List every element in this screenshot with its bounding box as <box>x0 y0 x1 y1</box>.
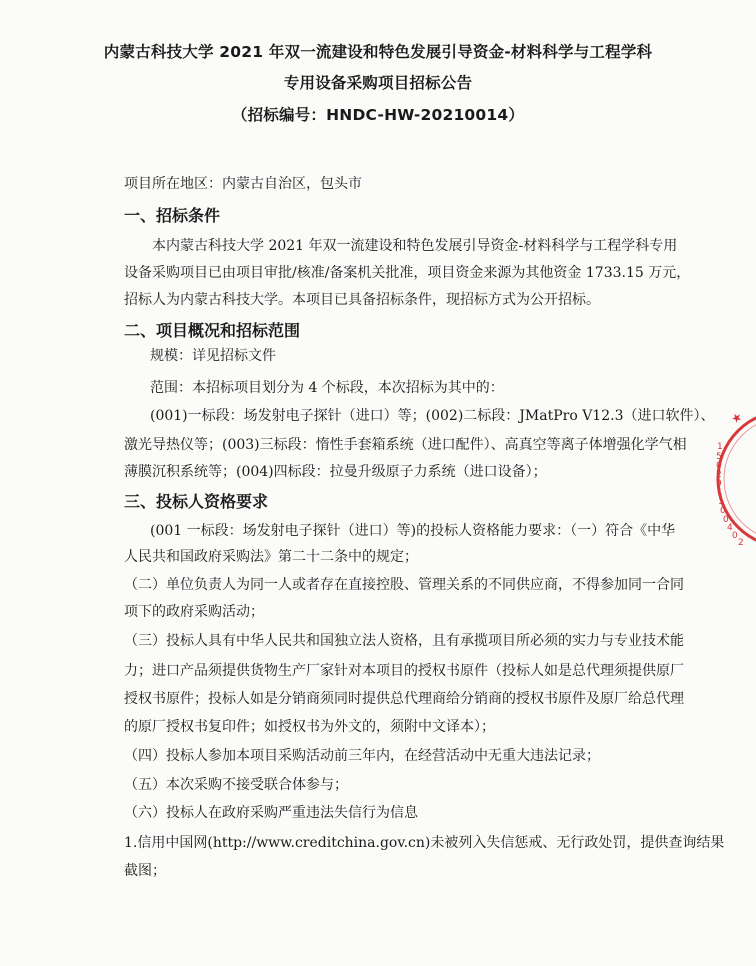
section-2-line: (001)一标段：场发射电子探针（进口）等；(002)二标段：JMatPro V12.3（进口软件）、 <box>150 408 715 424</box>
section-1-line: 招标人为内蒙古科技大学。本项目已具备招标条件，现招标方式为公开招标。 <box>124 292 600 308</box>
section-2-heading: 二、项目概况和招标范围 <box>124 321 301 340</box>
section-3-line: 截图； <box>124 863 166 879</box>
document-title-line-2: 专用设备采购项目招标公告 <box>283 74 473 92</box>
section-2-line: 规模：详见招标文件 <box>150 348 276 364</box>
section-3-line: （四）投标人参加本项目采购活动前三年内，在经营活动中无重大违法记录； <box>124 748 600 764</box>
project-location: 项目所在地区：内蒙古自治区，包头市 <box>124 176 362 192</box>
section-1-line: 本内蒙古科技大学 2021 年双一流建设和特色发展引导资金-材料科学与工程学科专用 <box>152 238 678 254</box>
section-3-line: （二）单位负责人为同一人或者存在直接控股、管理关系的不同供应商，不得参加同一合同 <box>124 577 684 593</box>
tender-number: （招标编号：HNDC-HW-20210014） <box>231 106 525 124</box>
section-3-line: 的原厂授权书复印件；如授权书为外文的，须附中文译本）； <box>124 719 495 735</box>
section-3-line: 授权书原件；投标人如是分销商须同时提供总代理商给分销商的授权书原件及原厂给总代理 <box>124 691 684 707</box>
section-3-line: （五）本次采购不接受联合体参与； <box>124 777 348 793</box>
section-1-line: 设备采购项目已由项目审批/核准/备案机关批准，项目资金来源为其他资金 1733.15 万元， <box>124 265 691 281</box>
document-title-line-1: 内蒙古科技大学 2021 年双一流建设和特色发展引导资金-材料科学与工程学科 <box>103 43 653 61</box>
section-3-line: 项下的政府采购活动； <box>124 604 264 620</box>
official-seal-stamp <box>706 404 756 554</box>
section-3-line: (001 一标段：场发射电子探针（进口）等)的投标人资格能力要求：（一）符合《中华 <box>150 523 676 539</box>
section-3-line: （三）投标人具有中华人民共和国独立法人资格，且有承揽项目所必须的实力与专业技术能 <box>124 633 684 649</box>
section-3-line: （六）投标人在政府采购严重违法失信行为信息 <box>124 805 418 821</box>
section-3-line: 人民共和国政府采购法》第二十二条中的规定； <box>124 549 418 565</box>
section-2-line: 激光导热仪等；(003)三标段：惰性手套箱系统（进口配件）、高真空等离子体增强化学气相 <box>124 437 687 453</box>
section-2-line: 薄膜沉积系统等；(004)四标段：拉曼升级原子力系统（进口设备）； <box>124 464 547 480</box>
section-3-line: 力；进口产品须提供货物生产厂家针对本项目的授权书原件（投标人如是总代理须提供原厂 <box>124 663 684 679</box>
section-3-line: 1.信用中国网(http://www.creditchina.gov.cn)未被列入失信惩戒、无行政处罚，提供查询结果 <box>124 835 725 851</box>
section-3-heading: 三、投标人资格要求 <box>124 492 269 511</box>
section-2-line: 范围：本招标项目划分为 4 个标段，本次招标为其中的： <box>150 380 504 396</box>
section-1-heading: 一、招标条件 <box>124 206 221 225</box>
svg-text:★: ★ <box>728 409 745 427</box>
svg-text:1 5 0 2: 1 5 0 2 9 1 1 0 0 4 0 2 <box>716 442 745 548</box>
